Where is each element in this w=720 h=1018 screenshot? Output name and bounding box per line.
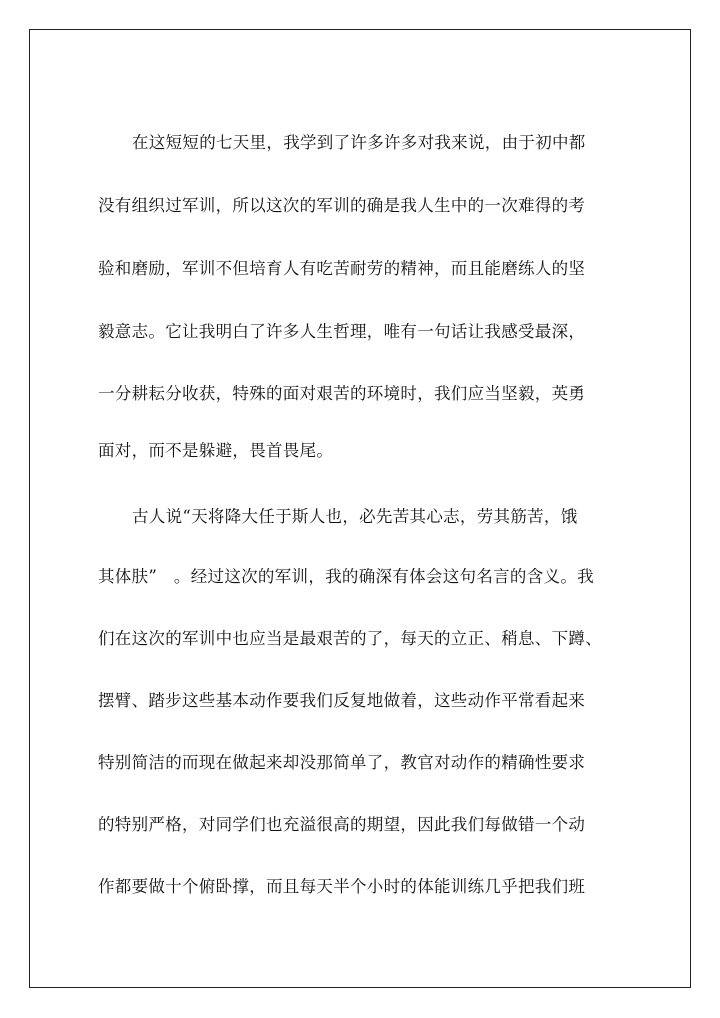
paragraph-2-line-7: 作都要做十个俯卧撑，而且每天半个小时的体能训练几乎把我们班 <box>98 877 586 896</box>
paragraph-2-line-3: 们在这次的军训中也应当是最艰苦的了，每天的立正、稍息、下蹲、 <box>98 629 602 648</box>
paragraph-2-line-1: 古人说“天将降大任于斯人也，必先苦其心志，劳其筋苦，饿 <box>132 507 578 526</box>
paragraph-2-line-2: 其体肤” 。经过这次的军训，我的确深有体会这句名言的含义。我 <box>98 567 594 586</box>
paragraph-1-line-6: 面对，而不是躲避，畏首畏尾。 <box>98 441 334 460</box>
paragraph-1-line-2: 没有组织过军训，所以这次的军训的确是我人生中的一次难得的考 <box>98 196 586 215</box>
paragraph-1-line-1: 在这短短的七天里，我学到了许多许多对我来说，由于初中都 <box>132 133 586 152</box>
paragraph-1-line-4: 毅意志。它让我明白了许多人生哲理，唯有一句话让我感受最深， <box>98 322 586 341</box>
paragraph-1-line-5: 一分耕耘分收获，特殊的面对艰苦的环境时，我们应当坚毅，英勇 <box>98 384 586 403</box>
paragraph-2-line-4: 摆臂、踏步这些基本动作要我们反复地做着，这些动作平常看起来 <box>98 691 586 710</box>
paragraph-2-line-5: 特别简洁的而现在做起来却没那简单了，教官对动作的精确性要求 <box>98 753 586 772</box>
paragraph-1-line-3: 验和磨励，军训不但培育人有吃苦耐劳的精神，而且能磨练人的坚 <box>98 259 586 278</box>
paragraph-2-line-6: 的特别严格，对同学们也充溢很高的期望，因此我们每做错一个动 <box>98 815 586 834</box>
